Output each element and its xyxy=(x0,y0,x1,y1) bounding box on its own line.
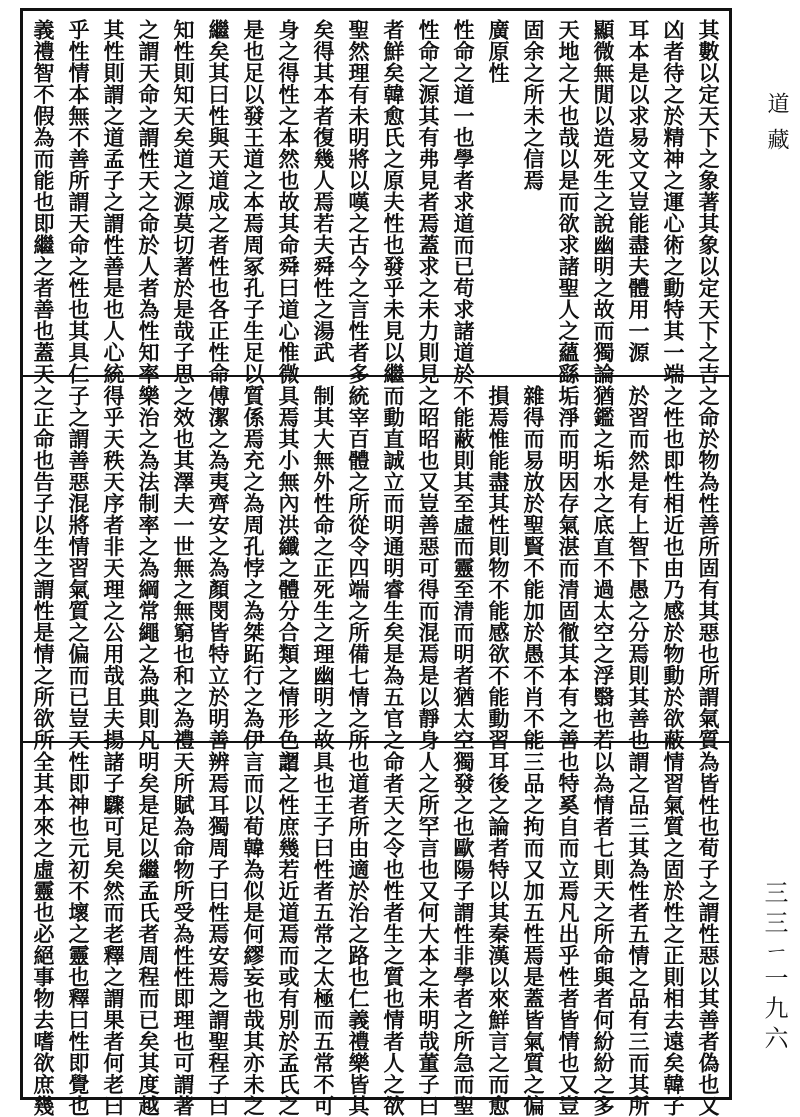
text-column: 猶鑑之垢水之底直不過太空之浮翳也若 xyxy=(591,385,616,751)
text-column: 明矣是足以繼孟氏者周程而已矣其度越 xyxy=(136,751,161,1117)
text-column: 命者天之令也性者生之質也情者人之欲 xyxy=(381,751,406,1117)
text-column: 獨發之也歐陽子謂性非學者之所急而聖 xyxy=(451,751,476,1117)
text-column: 謂之品三其為性者五情之品有三而其所 xyxy=(626,751,651,1117)
text-column: 制其大無外性命之正死生之理幽明之故 xyxy=(311,385,336,751)
text-column: 之效也其澤夫一世無之無窮也和之為禮 xyxy=(171,385,196,751)
text-column: 諸子驟可見矣然而老釋之謂果者何老曰 xyxy=(101,751,126,1117)
text-column: 也道者所由適於治之路也仁義禮樂皆其 xyxy=(346,751,371,1117)
text-column: 損焉惟能盡其性則物不能感欲不能動習 xyxy=(486,385,511,751)
text-column: 其數以定天下之象著其象以定天下之吉 xyxy=(696,19,721,385)
text-column: 辨焉耳獨周子曰性焉安焉之謂聖程子曰 xyxy=(206,751,231,1117)
text-column: 雜得而易放於聖賢不能加於愚不肖不能 xyxy=(521,385,546,751)
text-column: 固余之所未之信焉 xyxy=(521,19,546,191)
text-column: 謂之性庶幾若近道焉而或有別於孟氏之 xyxy=(276,751,301,1117)
text-column: 天地之大也哉以是而欲求諸聖人之蘊繇 xyxy=(556,19,581,385)
text-columns xyxy=(31,751,721,1117)
text-column: 天所賦為命物所受為性性即理也可謂著 xyxy=(171,751,196,1117)
text-column: 之昭昭也又豈善惡可得而混焉是以靜身 xyxy=(416,385,441,751)
text-column: 耳後之論者特以其秦漢以來鮮言之而愈 xyxy=(486,751,511,1117)
text-column: 統宰百體之所從令四端之所備七情之所 xyxy=(346,385,371,751)
page-number: 三三ㄧ一九六 xyxy=(760,880,788,1056)
text-column: 具也王子曰性者五常之太極而五常不可 xyxy=(311,751,336,1117)
text-column: 乎性情本無不善所謂天命之性也其具仁 xyxy=(66,19,91,385)
text-column: 之性也即性相近也由乃感於物動於欲蔽 xyxy=(661,385,686,751)
text-column: 耳本是以求易文又豈能盡夫體用一源 xyxy=(626,19,651,363)
text-column: 性命之源其有弗見者焉蓋求之未力則見 xyxy=(416,19,441,385)
text-column: 者鮮矣韓愈氏之原夫性也發乎未見以繼 xyxy=(381,19,406,385)
text-column: 傅潔之為夷齊安之為顏閔皆特立於明善 xyxy=(206,385,231,751)
text-column: 繼矣其曰性與天道成之者性也各正性命 xyxy=(206,19,231,385)
text-column: 是也足以發王道之本焉周冢孔子生足以 xyxy=(241,19,266,385)
text-column: 子之謂善惡混將情習氣質之偏而已豈天 xyxy=(66,385,91,751)
text-column: 三品之拘而又加五性焉是蓋皆氣質之偏 xyxy=(521,751,546,1117)
text-column: 人之所罕言也又何大本之未明哉董子曰 xyxy=(416,751,441,1117)
text-column: 廣原性 xyxy=(486,19,511,84)
text-column: 顯微無閒以造死生之說幽明之故而獨論 xyxy=(591,19,616,385)
text-column: 其性則謂之道孟子之謂性善是也人心統 xyxy=(101,19,126,385)
text-column: 不能蔽則其至虛而靈至清而明者猶太空 xyxy=(451,385,476,751)
text-column: 以為情者七則天之所命與者何紛紛之多 xyxy=(591,751,616,1117)
text-column: 身之得性之本然也故其命舜曰道心惟微 xyxy=(276,19,301,385)
text-column: 垢淨而明因存氣湛而清固徹其本有之善 xyxy=(556,385,581,751)
text-column: 言而以荀韓為似是何繆妄也哉其亦未之 xyxy=(241,751,266,1117)
text-column: 具焉其小無內洪纖之體分合類之情形色之 xyxy=(276,385,301,772)
text-column: 凶者待之於精神之運心術之動特其一端 xyxy=(661,19,686,385)
text-column: 也特奚自而立焉凡出乎性者皆情也又豈 xyxy=(556,751,581,1117)
panel-middle xyxy=(23,377,729,772)
text-column: 而動直誠立而明通明睿生矣是為五官之 xyxy=(381,385,406,751)
text-column: 義禮智不假為而能也即繼之者善也蓋天 xyxy=(31,19,56,385)
text-column: 情習氣質之固於性之正則相去遠矣韓子 xyxy=(661,751,686,1117)
text-column: 於習而然是有上智下愚之分焉則其善也 xyxy=(626,385,651,751)
text-column: 性命之道一也學者求道而已苟求諸道於 xyxy=(451,19,476,385)
page-frame xyxy=(20,8,732,1117)
text-columns xyxy=(31,19,721,385)
text-column: 得乎天秩天序者非天理之公用哉且夫揚 xyxy=(101,385,126,751)
text-column: 之正命也告子以生之謂性是情之所欲所 xyxy=(31,385,56,751)
text-columns xyxy=(31,385,721,772)
text-column: 知性則知天矣道之源莫切著於是哉子思 xyxy=(171,19,196,385)
text-column: 樂治之為法制率之為綱常繩之為典則凡 xyxy=(136,385,161,751)
panel-top xyxy=(23,11,729,385)
text-column: 矣得其本者復幾人焉若夫舜性之湯武 xyxy=(311,19,336,363)
text-column: 為皆性也荀子之謂性惡以其善者偽也又 xyxy=(696,751,721,1117)
text-column: 質係焉充之為周孔悖之為桀跖行之為伊 xyxy=(241,385,266,751)
panel-bottom xyxy=(23,743,729,1117)
text-column: 全其本來之虛靈也必絕事物去嗜欲庶幾 xyxy=(31,751,56,1117)
text-column: 之命於物為性善所固有其惡也所謂氣質 xyxy=(696,385,721,751)
text-column: 聖然理有未明將以嘆之古今之言性者多 xyxy=(346,19,371,385)
side-title: 道藏 xyxy=(764,92,789,164)
text-column: 性即神也元初不壞之靈也釋曰性即覺也 xyxy=(66,751,91,1117)
text-column: 之謂天命之謂性天之命於人者為性知率 xyxy=(136,19,161,385)
